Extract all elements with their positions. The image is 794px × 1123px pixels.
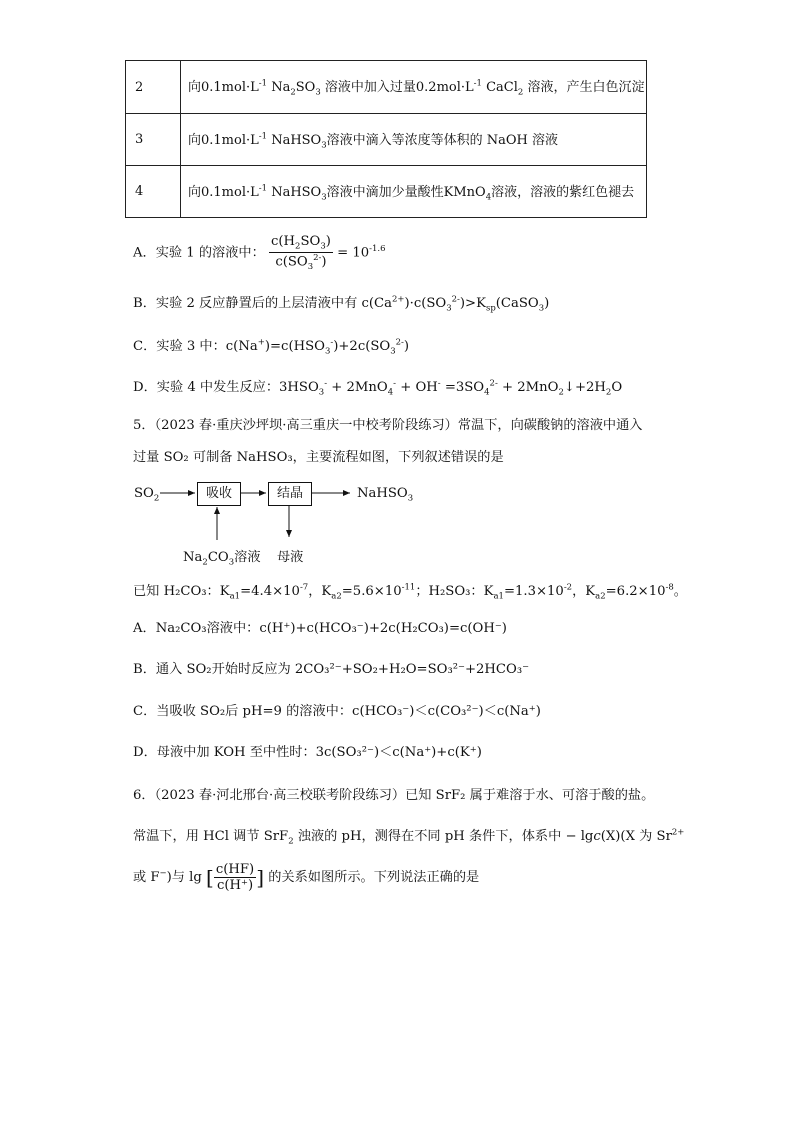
sub: 3 <box>320 241 326 252</box>
text: 溶液，溶液的紫红色褪去 <box>491 184 635 200</box>
t: ，K <box>308 584 332 599</box>
sub: 3 <box>446 303 452 314</box>
q5-option-d: D．母液中加 KOH 至中性时：3c(SO₃²⁻)＜c(Na⁺)+c(K⁺) <box>133 745 482 760</box>
sup: 2+ <box>391 294 405 305</box>
t: =3SO <box>440 380 485 395</box>
q5-known-constants <box>133 580 687 602</box>
option-label: A．实验 1 的溶液中： <box>133 245 265 261</box>
sub: 3 <box>321 140 327 151</box>
sup: -1 <box>473 78 482 89</box>
text: 向0.1mol·L <box>188 184 259 200</box>
sup: − <box>159 868 167 879</box>
t: B．实验 2 反应静置后的上层清液中有 c(Ca <box>133 296 392 311</box>
sup: - <box>330 337 334 348</box>
fraction <box>214 862 256 893</box>
sub: 4 <box>387 387 394 398</box>
t: 已知 H₂CO₃：K <box>133 584 230 599</box>
text: NaHSO <box>271 132 322 148</box>
q5-option-a: A．Na₂CO₃溶液中：c(H⁺)+c(HCO₃⁻)+2c(H₂CO₃)=c(OH⁻) <box>133 621 507 636</box>
sup: -11 <box>401 582 416 593</box>
t: )+2c(SO <box>333 339 391 354</box>
t: 或 F <box>133 870 160 885</box>
sub: 2 <box>558 387 564 398</box>
sub: 2 <box>153 493 160 504</box>
t: )>K <box>459 296 486 311</box>
sub: 3 <box>321 192 327 203</box>
sub: 4 <box>484 387 490 398</box>
q6-stem-line-3 <box>133 862 479 893</box>
row-number: 4 <box>126 166 181 218</box>
t: 的关系如图所示。下列说法正确的是 <box>268 870 480 885</box>
sub: 3 <box>324 346 331 357</box>
t: ；H₂SO₃：K <box>415 584 494 599</box>
t: C．实验 3 中：c(Na <box>133 339 258 354</box>
text: 溶液中滴加少量酸性 <box>326 184 444 200</box>
text: 向0.1mol·L <box>188 80 259 96</box>
t: =1.3×10 <box>503 584 564 599</box>
t: SO <box>300 234 321 249</box>
sup: - <box>324 378 328 389</box>
sup: - <box>437 378 441 389</box>
sup: -1 <box>258 183 268 194</box>
sub: a2 <box>595 591 606 602</box>
t: 常温下，用 HCl 调节 SrF <box>133 829 289 844</box>
text: 溶液，产生白色沉淀 <box>527 80 645 96</box>
t: )=c(HSO <box>264 339 325 354</box>
t: D．实验 4 中发生反应：3HSO <box>133 380 319 395</box>
sup: 2- <box>489 378 498 389</box>
sup: -1 <box>258 78 268 89</box>
bracket-left: [ <box>206 865 214 890</box>
sup: 2- <box>313 252 322 263</box>
sub: 3 <box>307 261 314 272</box>
sub: 2 <box>290 87 296 98</box>
sup: -8 <box>665 582 674 593</box>
sub: 2 <box>605 387 612 398</box>
t: (X)(X 为 Sr <box>600 829 672 844</box>
sub: 2 <box>202 557 208 568</box>
t: c <box>593 829 601 844</box>
t: ) <box>325 234 331 249</box>
q6-stem-line-2 <box>133 825 684 847</box>
t: =4.4×10 <box>240 584 300 599</box>
text: Na <box>271 80 291 96</box>
q5-option-b: B．通入 SO₂开始时反应为 2CO₃²⁻+SO₂+H₂O=SO₃²⁻+2HCO₃⁻ <box>133 662 530 677</box>
sub: 2 <box>295 241 301 252</box>
sup: 2- <box>451 294 460 305</box>
row-number: 3 <box>126 114 181 166</box>
t: )·c(SO <box>404 296 447 311</box>
q5-option-c: C．当吸收 SO₂后 pH=9 的溶液中：c(HCO₃⁻)＜c(CO₃²⁻)＜c(Na⁺) <box>133 704 541 719</box>
sub: 3 <box>228 557 235 568</box>
row-number: 2 <box>126 61 181 114</box>
sup: - <box>393 378 397 389</box>
q5-stem-line-2: 过量 SO₂ 可制备 NaHSO₃，主要流程如图，下列叙述错误的是 <box>133 450 504 465</box>
sup: -7 <box>299 582 309 593</box>
t: + OH <box>396 380 438 395</box>
t: )与 lg <box>166 870 202 885</box>
t: 浊液的 pH，测得在不同 pH 条件下，体系中 − lg <box>293 829 594 844</box>
sub: a1 <box>229 591 241 602</box>
t: CO <box>207 550 229 565</box>
text: CaCl <box>486 80 518 96</box>
flow-mother-liquor: 母液 <box>277 550 304 565</box>
t: 。 <box>673 584 687 599</box>
sub: 4 <box>485 192 492 203</box>
sup: + <box>257 337 265 348</box>
sub: 3 <box>538 303 545 314</box>
t: Na <box>183 550 203 565</box>
sub: a2 <box>331 591 342 602</box>
sub: 3 <box>318 387 325 398</box>
sub: 3 <box>315 87 321 98</box>
t: = 10 <box>337 245 370 261</box>
t: O <box>611 380 623 395</box>
q6-stem-line-1: 6．（2023 春·河北邢台·高三校联考阶段练习）已知 SrF₂ 属于难溶于水、可溶于酸的盐。 <box>133 788 655 803</box>
text: NaHSO <box>271 184 322 200</box>
sub: 3 <box>407 493 414 504</box>
bracket-right: ] <box>256 865 264 890</box>
t: 溶液 <box>234 550 261 565</box>
sub: sp <box>485 303 496 314</box>
text: 溶液中加入过量0.2mol·L <box>324 80 474 96</box>
t: NaHSO <box>357 486 408 501</box>
t: =6.2×10 <box>605 584 666 599</box>
sub: 2 <box>517 87 524 98</box>
t: c(SO <box>275 254 308 270</box>
text: SO <box>295 80 316 96</box>
t: ) <box>403 339 410 354</box>
sup: -1 <box>258 131 268 142</box>
sub: a1 <box>493 591 504 602</box>
sub: 3 <box>390 346 396 357</box>
flow-box-absorb: 吸收 <box>197 482 241 506</box>
t: + 2MnO <box>327 380 388 395</box>
t: c(H <box>271 234 296 249</box>
t: ↓+2H <box>563 380 606 395</box>
t: + 2MnO <box>497 380 559 395</box>
sub: 2 <box>288 836 294 847</box>
sup: -1.6 <box>369 243 386 254</box>
denominator: c(H⁺) <box>216 878 254 893</box>
text: 溶液中滴入等浓度等体积的 NaOH 溶液 <box>326 132 559 148</box>
text: 向0.1mol·L <box>188 132 259 148</box>
t: (CaSO <box>495 296 539 311</box>
sup: 2+ <box>671 827 685 838</box>
text: KMnO <box>443 184 486 200</box>
sup: -2 <box>563 582 573 593</box>
q5-stem-line-1: 5．（2023 春·重庆沙坪坝·高三重庆一中校考阶段练习）常温下，向碳酸钠的溶液中通入 <box>133 418 643 433</box>
t: SO <box>134 486 154 501</box>
sup: 2- <box>395 337 404 348</box>
numerator: c(HF) <box>215 862 255 877</box>
t: ) <box>321 254 327 270</box>
t: ，K <box>572 584 596 599</box>
t: =5.6×10 <box>341 584 402 599</box>
t: ) <box>544 296 550 311</box>
flow-box-crystallize: 结晶 <box>268 482 312 506</box>
